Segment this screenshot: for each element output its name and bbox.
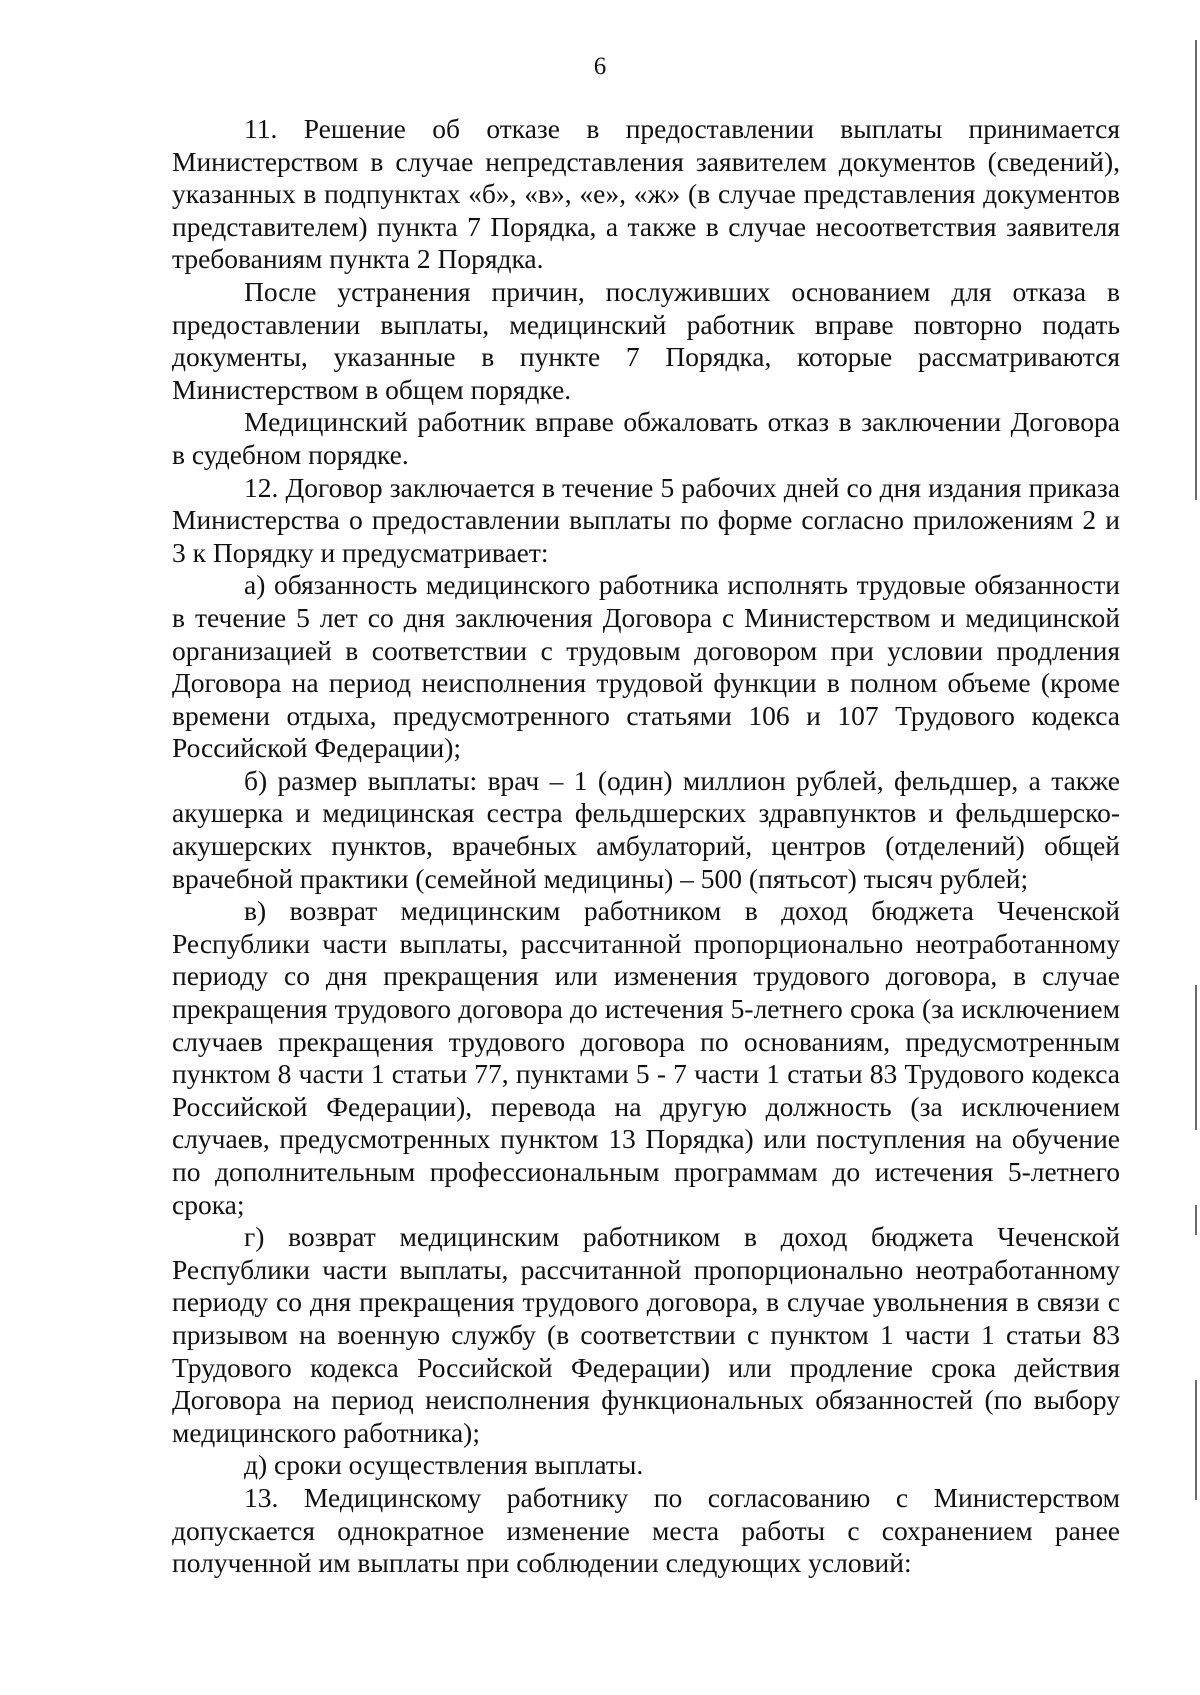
paragraph-appeal: Медицинский работник вправе обжаловать отказ в заключении Договора в судебном порядке.: [172, 406, 1120, 470]
paragraph-12-a: а) обязанность медицинского работника исполнять трудовые обязанности в течение 5 лет со дня заключения Договора с Министерством и медицинской организацией в соответствии с трудовым договором при условии продления Договора на период неисполнения трудовой функции в полном объеме (кроме времени отдыха, предусмотренного статьями 106 и 107 Трудового кодекса Российской Федерации);: [172, 569, 1120, 764]
paragraph-11-refusal: 11. Решение об отказе в предоставлении выплаты принимается Министерством в случае непредставления заявителем документов (сведений), указанных в подпунктах «б», «в», «е», «ж» (в случае представления документов представителем) пункта 7 Порядка, а также в случае несоответствия заявителя требованиям пункта 2 Порядка.: [172, 113, 1120, 275]
scan-edge-mark: [1195, 985, 1197, 1130]
paragraph-12-d: д) сроки осуществления выплаты.: [244, 1449, 644, 1481]
page-number: 6: [593, 53, 607, 80]
paragraph-12-contract: 12. Договор заключается в течение 5 рабочих дней со дня издания приказа Министерства о предоставлении выплаты по форме согласно приложениям 2 и 3 к Порядку и предусматривает:: [172, 471, 1120, 568]
scan-edge-mark: [1195, 1380, 1197, 1500]
paragraph-13: 13. Медицинскому работнику по согласованию с Министерством допускается однократное изменение места работы с сохранением ранее полученной им выплаты при соблюдении следующих условий:: [172, 1481, 1120, 1579]
document-body: [172, 113, 1120, 1580]
paragraph-resubmission: После устранения причин, послуживших основанием для отказа в предоставлении выплаты, медицинский работник вправе повторно подать документы, указанные в пункте 7 Порядка, которые рассматриваются Министерством в общем порядке.: [172, 275, 1120, 405]
scan-edge-mark: [1195, 40, 1197, 500]
paragraph-12-g: г) возврат медицинским работником в доход бюджета Чеченской Республики части выплаты, рассчитанной пропорционально неотработанному периоду со дня прекращения трудового договора, в случае увольнения в связи с призывом на военную службу (в соответствии с пунктом 1 части 1 статьи 83 Трудового кодекса Российской Федерации) или продление срока действия Договора на период неисполнения функциональных обязанностей (по выбору медицинского работника);: [172, 1221, 1120, 1448]
paragraph-12-b: б) размер выплаты: врач – 1 (один) миллион рублей, фельдшер, а также акушерка и медицинская сестра фельдшерских здравпунктов и фельдшерско-акушерских пунктов, врачебных амбулаторий, центров (отделений) общей врачебной практики (семейной медицины) – 500 (пятьсот) тысяч рублей;: [172, 764, 1120, 894]
scan-edge-mark: [1195, 1205, 1197, 1235]
paragraph-12-v: в) возврат медицинским работником в доход бюджета Чеченской Республики части выплаты, рассчитанной пропорционально неотработанному периоду со дня прекращения или изменения трудового договора, в случае прекращения трудового договора до истечения 5-летнего срока (за исключением случаев прекращения трудового договора по основаниям, предусмотренным пунктом 8 части 1 статьи 77, пунктами 5 - 7 части 1 статьи 83 Трудового кодекса Российской Федерации), перевода на другую должность (за исключением случаев, предусмотренных пунктом 13 Порядка) или поступления на обучение по дополнительным профессиональным программам до истечения 5-летнего срока;: [172, 895, 1120, 1220]
